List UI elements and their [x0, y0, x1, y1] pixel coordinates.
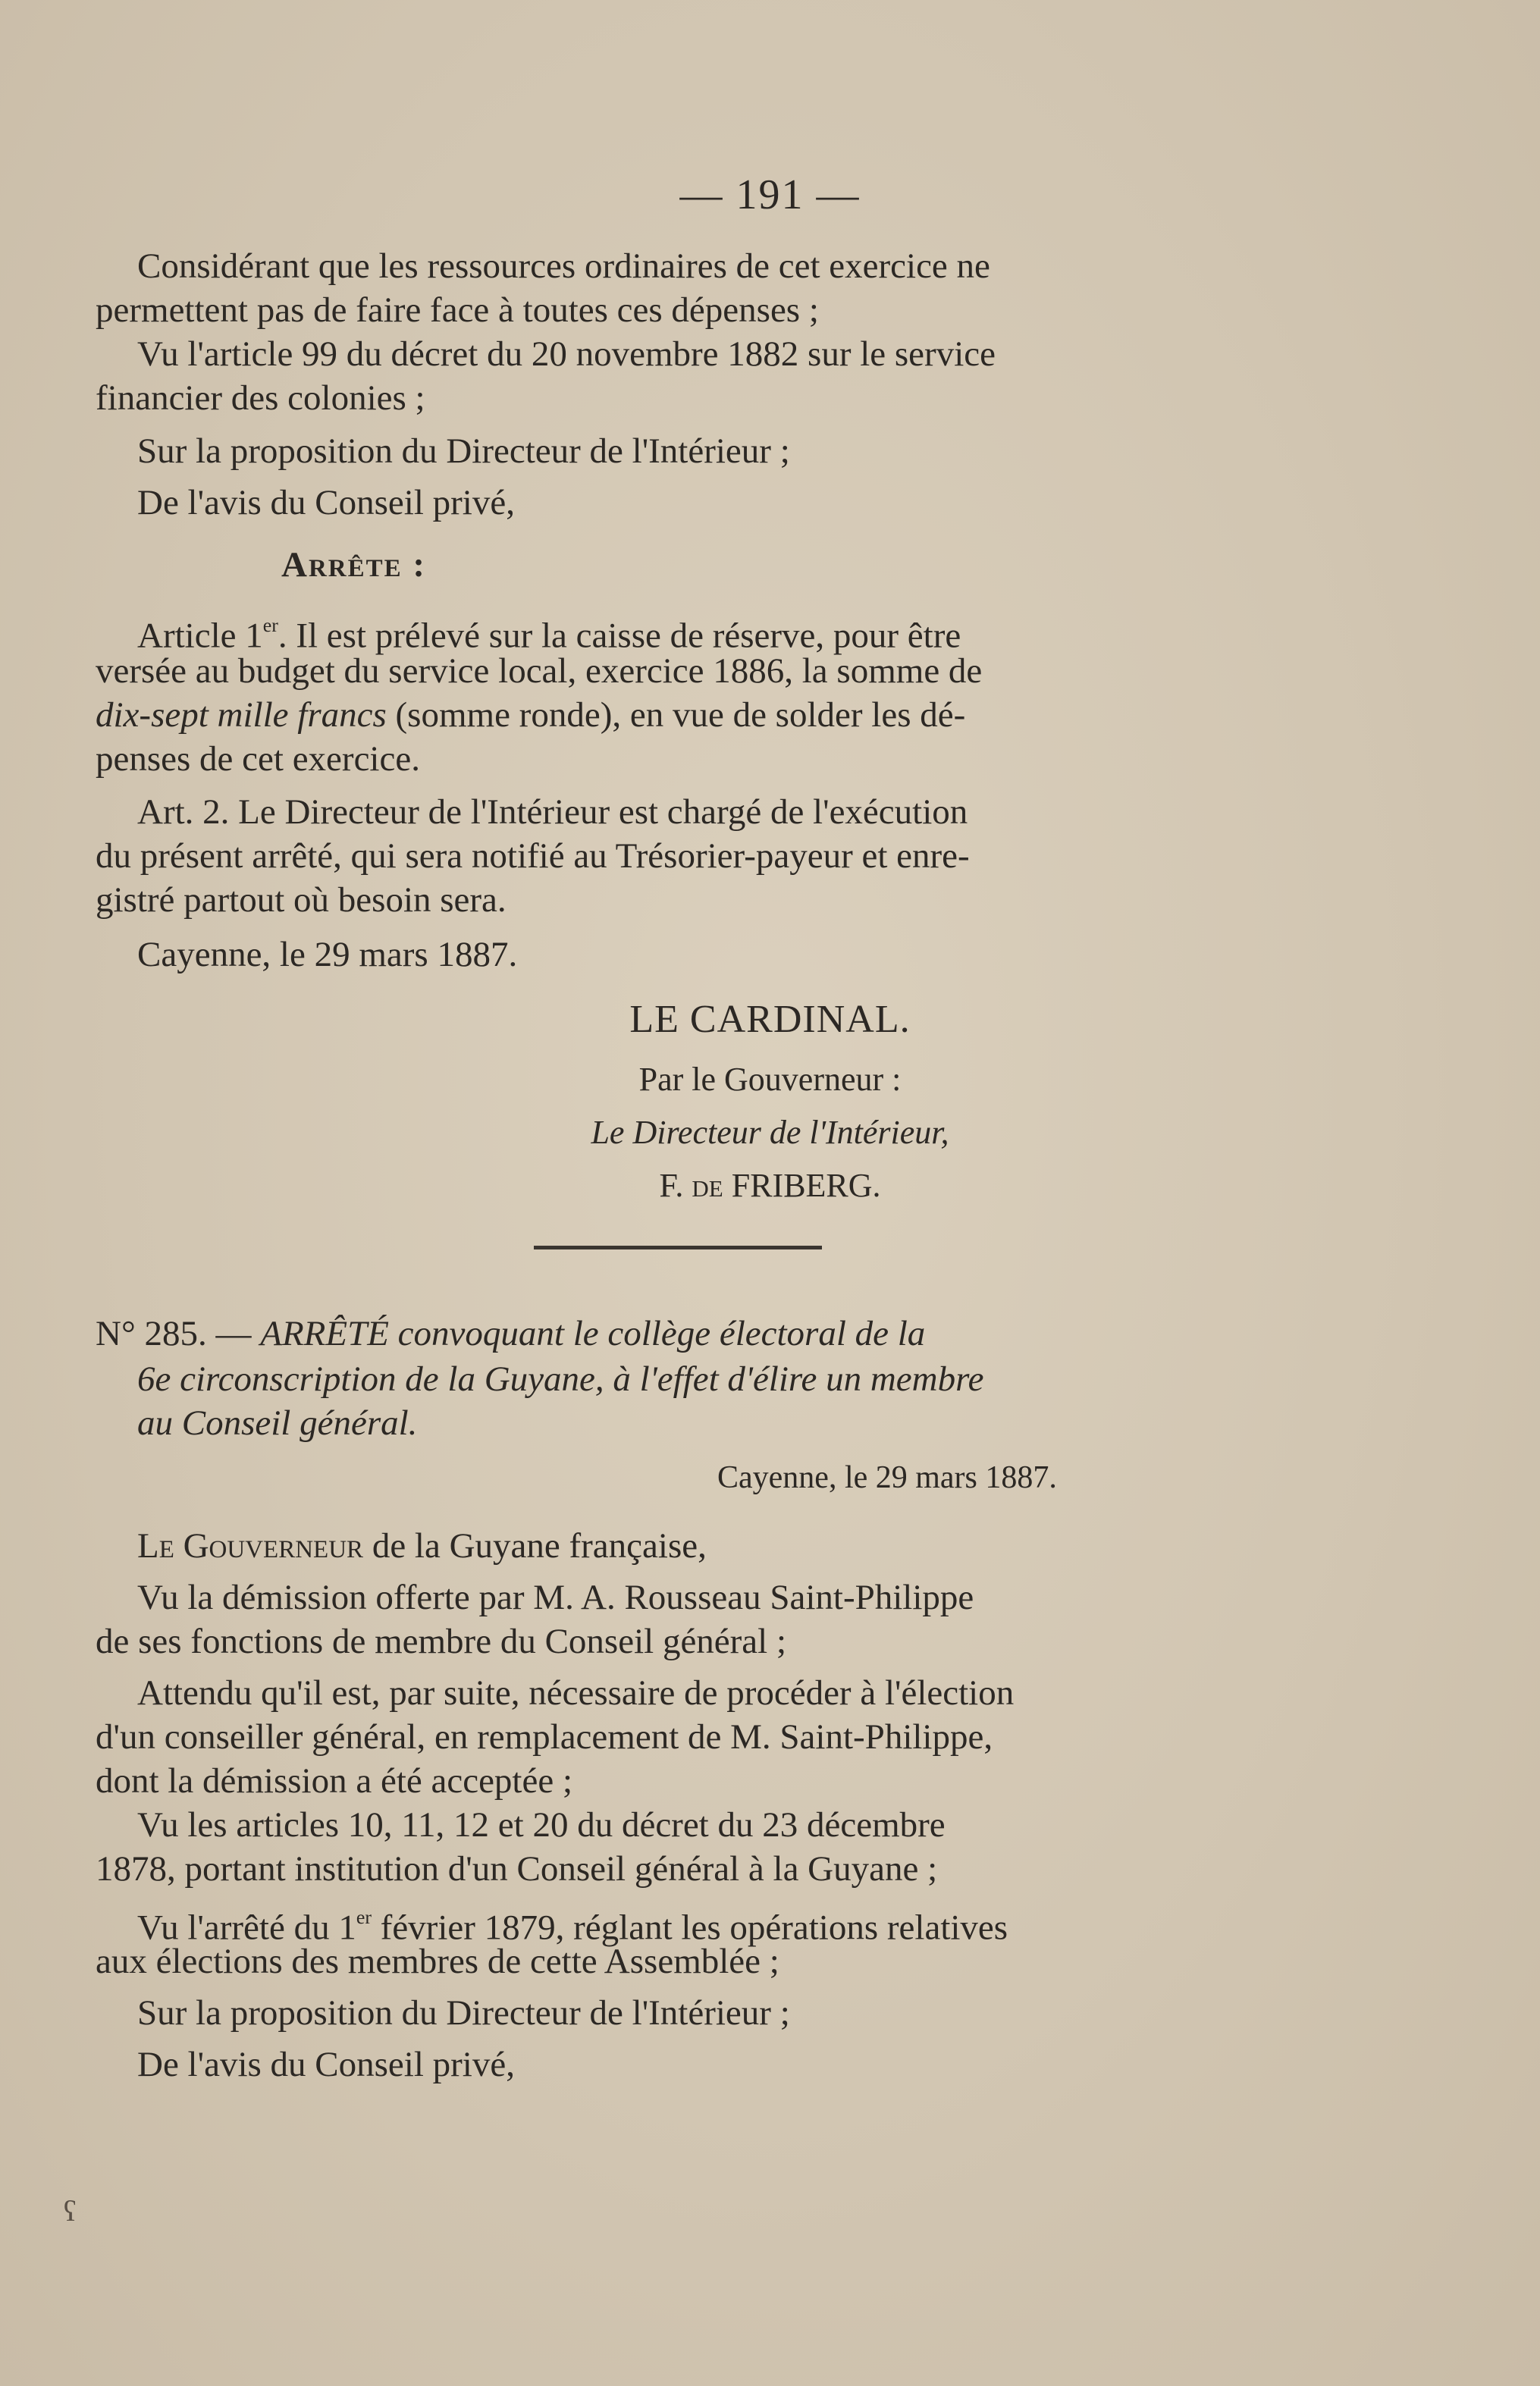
paragraph-line: Attendu qu'il est, par suite, nécessaire de procéder à l'élection [137, 1673, 1015, 1713]
paragraph-line: Vu l'article 99 du décret du 20 novembre 1882 sur le service [137, 334, 996, 374]
arrete-number: N° 285. — ARRÊTÉ convoquant le collège électoral de la [96, 1314, 926, 1353]
paragraph-line: dont la démission a été acceptée ; [96, 1761, 573, 1801]
article-1: Article 1er. Il est prélevé sur la caisse de réserve, pour être [137, 614, 961, 656]
paragraph-line: de ses fonctions de membre du Conseil général ; [96, 1622, 787, 1661]
signature-director: F. de FRIBERG. [659, 1167, 881, 1204]
paragraph-line: 1878, portant institution d'un Conseil général à la Guyane ; [96, 1849, 938, 1889]
paragraph-line: Sur la proposition du Directeur de l'Intérieur ; [137, 1993, 790, 2033]
paragraph-line: gistré partout où besoin sera. [96, 880, 507, 920]
signature-role: Par le Gouverneur : [638, 1061, 902, 1098]
arrete-date: Cayenne, le 29 mars 1887. [717, 1460, 1057, 1495]
paragraph-line: versée au budget du service local, exercice 1886, la somme de [96, 651, 983, 691]
paragraph-line: financier des colonies ; [96, 378, 425, 418]
article-2: Art. 2. Le Directeur de l'Intérieur est chargé de l'exécution [137, 792, 968, 832]
paragraph-line: permettent pas de faire face à toutes ces dépenses ; [96, 290, 819, 330]
arrete-title-line: au Conseil général. [137, 1403, 418, 1443]
paragraph-line: dix-sept mille francs (somme ronde), en vue de solder les dé- [96, 695, 966, 735]
paragraph-line: Vu la démission offerte par M. A. Rousseau Saint-Philippe [137, 1578, 974, 1617]
paragraph-line: d'un conseiller général, en remplacement de M. Saint-Philippe, [96, 1717, 993, 1757]
paragraph-line: Le Gouverneur de la Guyane française, [137, 1526, 707, 1566]
signature-title: Le Directeur de l'Intérieur, [591, 1114, 949, 1151]
paragraph-line: Considérant que les ressources ordinaires de cet exercice ne [137, 246, 990, 286]
paragraph-line: De l'avis du Conseil privé, [137, 483, 515, 522]
separator-rule [534, 1246, 822, 1249]
arrete-heading: Arrête : [281, 545, 427, 585]
arrete-title-line: 6e circonscription de la Guyane, à l'effet d'élire un membre [137, 1359, 984, 1399]
date-line: Cayenne, le 29 mars 1887. [137, 935, 518, 974]
paragraph-line: aux élections des membres de cette Assemblée ; [96, 1942, 779, 1981]
margin-mark-icon: ʕ [64, 2196, 77, 2228]
paragraph-line: Vu les articles 10, 11, 12 et 20 du décret du 23 décembre [137, 1805, 946, 1845]
paragraph-line: penses de cet exercice. [96, 739, 420, 779]
page-number: — 191 — [679, 171, 861, 218]
paragraph-line: Vu l'arrêté du 1er février 1879, réglant les opérations relatives [137, 1906, 1008, 1948]
signature-name: LE CARDINAL. [629, 998, 911, 1041]
paragraph-line: Sur la proposition du Directeur de l'Intérieur ; [137, 431, 790, 471]
paragraph-line: du présent arrêté, qui sera notifié au Trésorier-payeur et enre- [96, 836, 970, 876]
paragraph-line: De l'avis du Conseil privé, [137, 2045, 515, 2084]
